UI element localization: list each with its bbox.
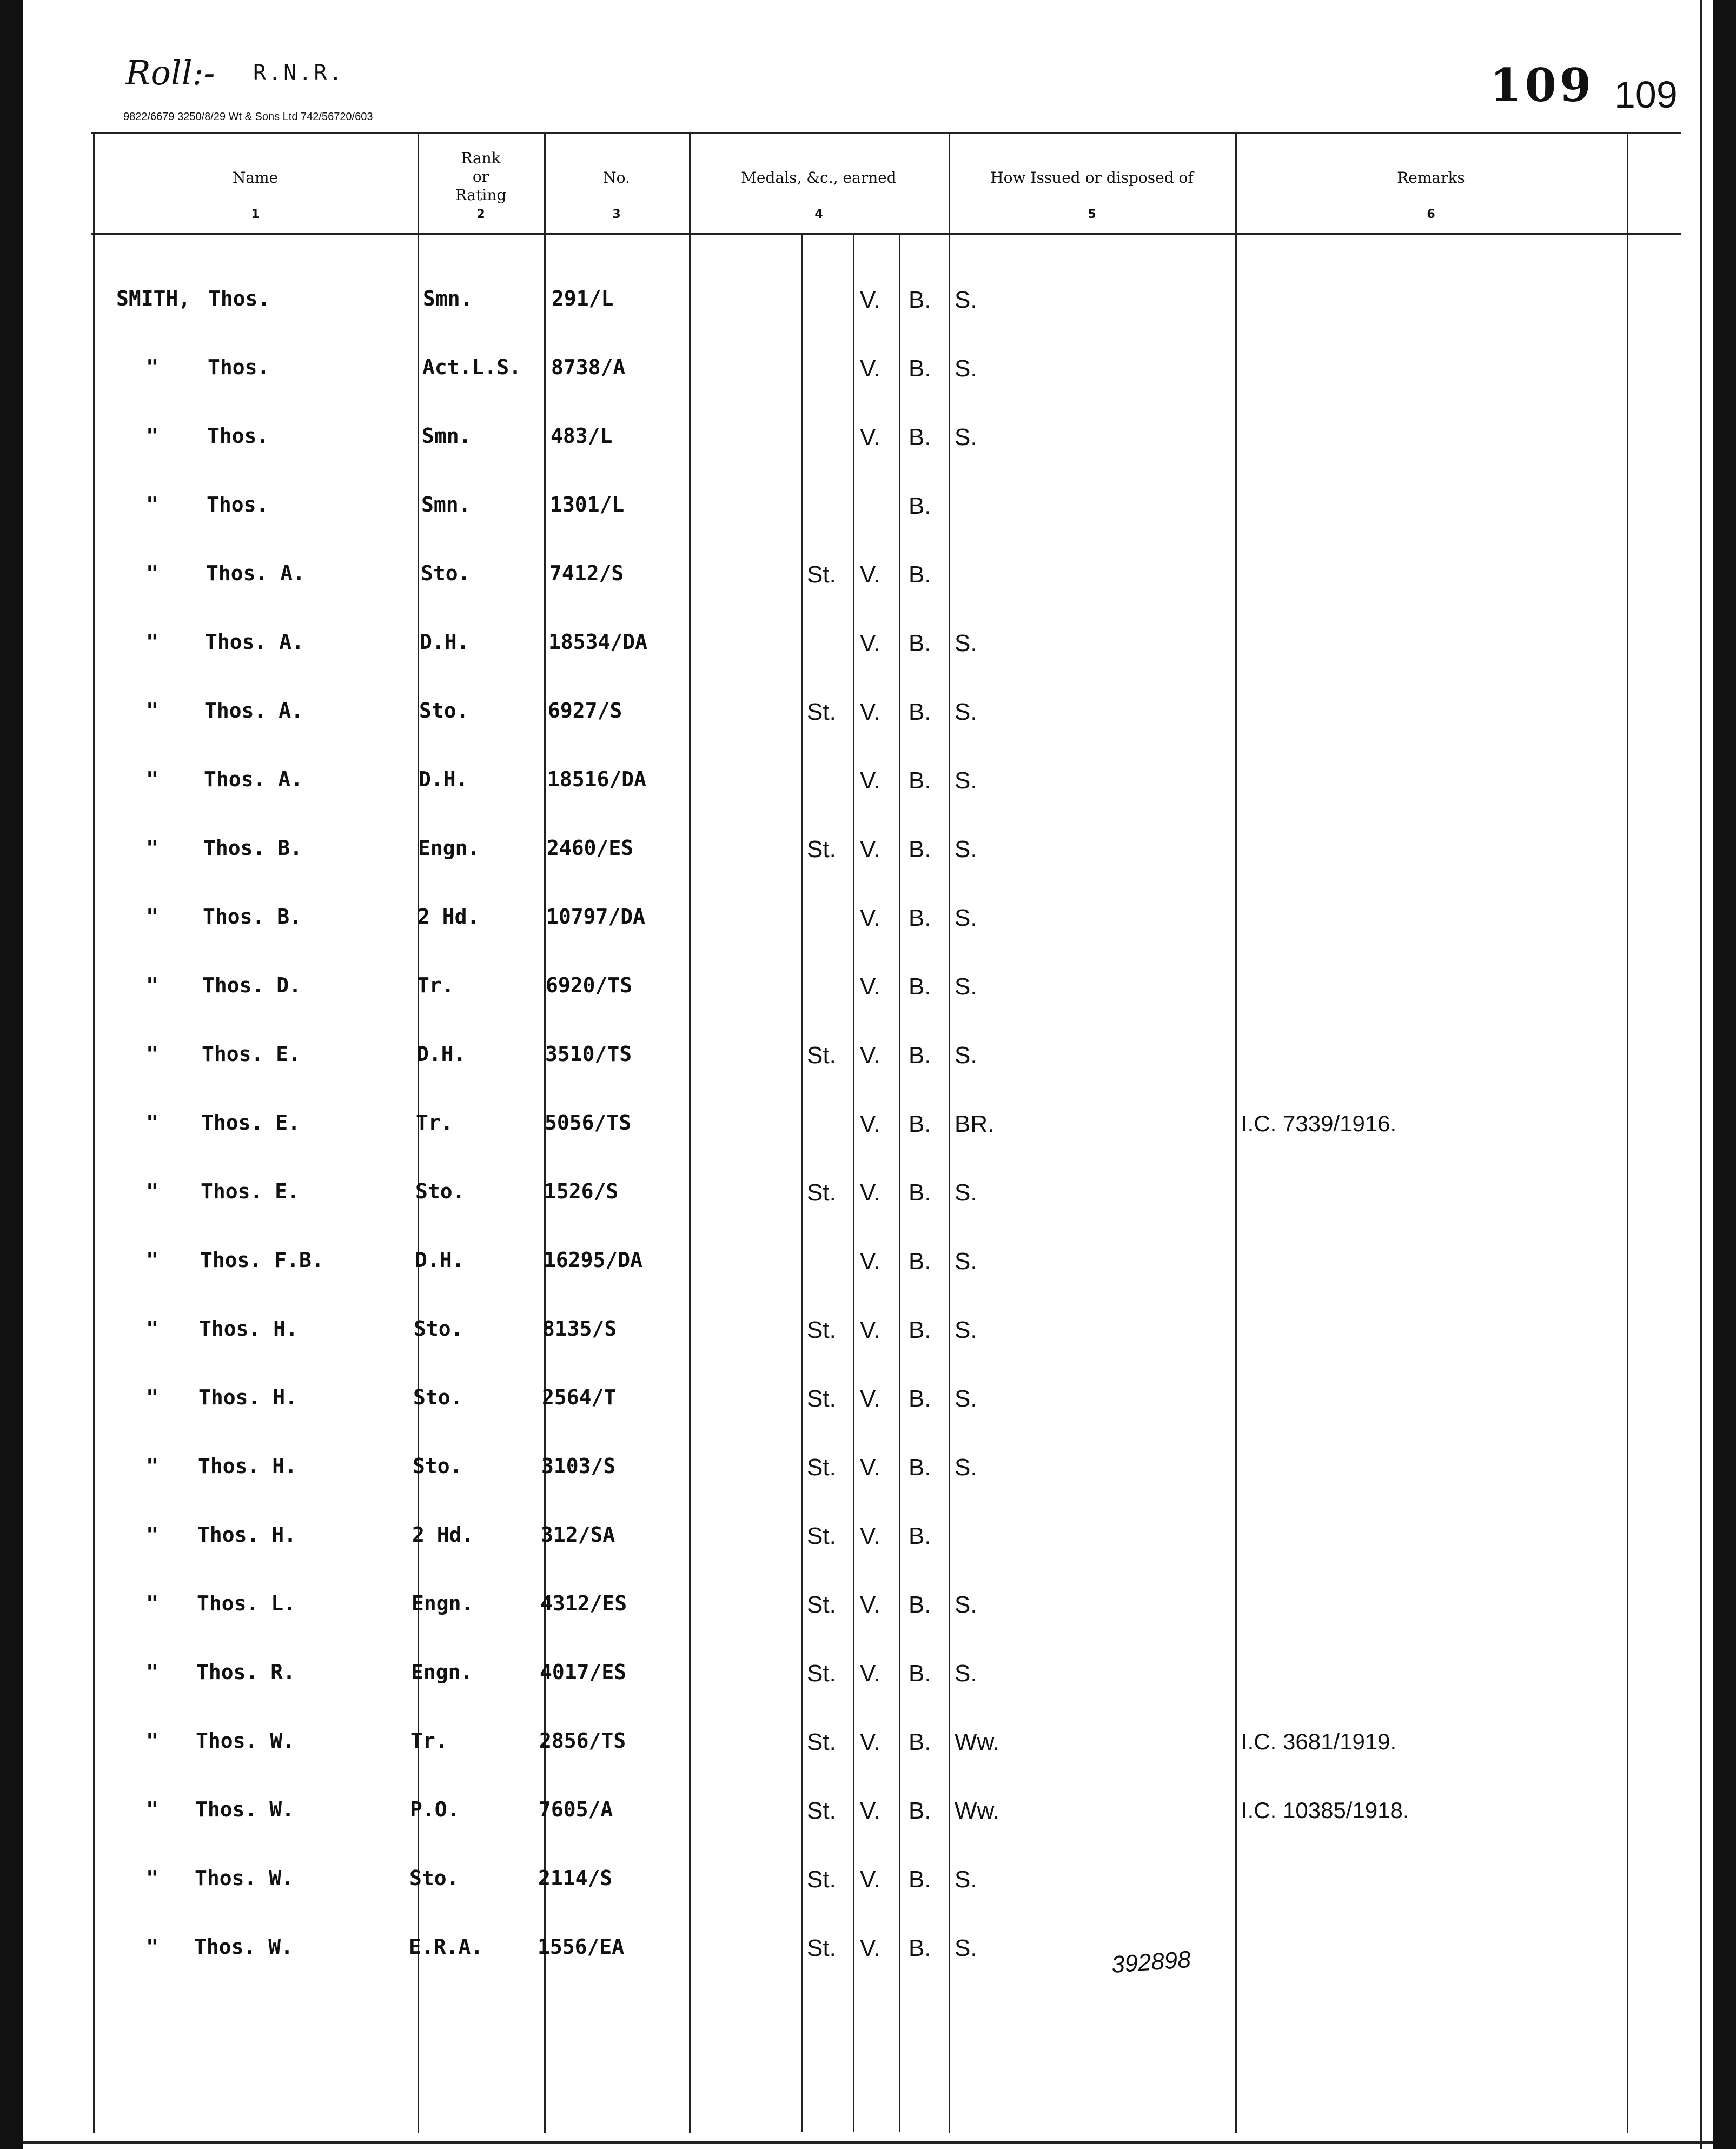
header-rank-line2: or	[472, 168, 489, 185]
entry-number: 2114/S	[538, 1866, 613, 1890]
entry-number: 16295/DA	[544, 1248, 643, 1272]
entry-surname: "	[146, 424, 158, 448]
entry-issued: S.	[955, 1317, 977, 1343]
entry-surname: "	[146, 1935, 158, 1959]
entry-medal-star: St.	[807, 699, 836, 725]
entry-medal-victory: V.	[860, 1729, 880, 1755]
entry-medal-victory: V.	[860, 905, 880, 931]
entry-issued: S.	[955, 1385, 977, 1412]
entry-rank: D.H.	[415, 1248, 465, 1272]
entry-medal-british: B.	[909, 1179, 931, 1206]
entry-medal-british: B.	[909, 1935, 931, 1961]
entry-medal-victory: V.	[860, 287, 880, 313]
entry-number: 6927/S	[548, 699, 622, 722]
header-medals: Medals, &c., earned	[741, 169, 897, 187]
entry-issued: S.	[955, 1935, 977, 1961]
roll-value: R.N.R.	[253, 61, 344, 85]
entry-number: 5056/TS	[545, 1111, 632, 1135]
entry-rank: Sto.	[409, 1866, 459, 1890]
entry-rank: Tr.	[410, 1729, 448, 1753]
entry-medal-british: B.	[909, 905, 931, 931]
entry-medal-victory: V.	[860, 1385, 880, 1412]
entry-number: 3510/TS	[545, 1042, 632, 1066]
entry-medal-star: St.	[807, 836, 836, 863]
entry-number: 18516/DA	[547, 767, 647, 791]
header-no: No.	[603, 169, 630, 187]
entry-rank: Engn.	[411, 1660, 473, 1684]
entry-forename: Thos. H.	[198, 1385, 298, 1409]
entry-medal-victory: V.	[860, 767, 880, 794]
entry-surname: SMITH,	[116, 287, 191, 310]
entry-medal-star: St.	[807, 1935, 836, 1961]
entry-medal-star: St.	[807, 1798, 836, 1824]
entry-medal-victory: V.	[860, 1591, 880, 1618]
entry-number: 1301/L	[550, 493, 625, 516]
entry-issued: S.	[955, 973, 977, 1000]
entry-rank: 2 Hd.	[412, 1523, 474, 1547]
header-num-5: 5	[1088, 208, 1096, 221]
entry-medal-british: B.	[909, 1111, 931, 1137]
entry-forename: Thos. W.	[195, 1866, 294, 1890]
entry-medal-star: St.	[807, 1866, 836, 1893]
roll-label: Roll:-	[125, 53, 215, 92]
header-name: Name	[232, 169, 279, 187]
entry-rank: Smn.	[423, 287, 473, 310]
entry-medal-british: B.	[909, 1523, 931, 1549]
entry-surname: "	[146, 561, 158, 585]
entry-issued: S.	[955, 1042, 977, 1069]
col-line-no-medals	[689, 132, 691, 2133]
entry-number: 8738/A	[551, 355, 626, 379]
header-num-4: 4	[814, 208, 823, 221]
entry-issued: S.	[955, 1660, 977, 1687]
entry-forename: Thos. R.	[196, 1660, 296, 1684]
entry-rank: D.H.	[419, 767, 468, 791]
entry-number: 8135/S	[542, 1317, 617, 1341]
page-border-bottom	[23, 2141, 1713, 2144]
entry-surname: "	[146, 1798, 158, 1821]
entry-issued: S.	[955, 1454, 977, 1481]
entry-forename: Thos.	[208, 355, 270, 379]
entry-forename: Thos. E.	[201, 1179, 300, 1203]
entry-surname: "	[146, 1385, 158, 1409]
entry-surname: "	[146, 836, 158, 860]
entry-forename: Thos. B.	[203, 836, 303, 860]
entry-issued: S.	[955, 1179, 977, 1206]
entry-surname: "	[146, 355, 158, 379]
entry-medal-british: B.	[909, 973, 931, 1000]
entry-rank: Smn.	[421, 493, 471, 516]
entry-rank: Sto.	[421, 561, 471, 585]
entry-issued: S.	[955, 1248, 977, 1275]
entry-medal-british: B.	[909, 836, 931, 863]
medal-subline-2	[853, 234, 854, 2132]
entry-forename: Thos. A.	[206, 561, 306, 585]
col-line-left	[93, 132, 95, 2133]
entry-medal-victory: V.	[860, 1042, 880, 1069]
entry-medal-british: B.	[909, 1385, 931, 1412]
entry-issued: S.	[955, 836, 977, 863]
folio-handwritten: 109	[1614, 74, 1678, 116]
entry-medal-star: St.	[807, 1660, 836, 1687]
entry-rank: Sto.	[413, 1385, 463, 1409]
entry-medal-star: St.	[807, 1317, 836, 1343]
entry-rank: D.H.	[416, 1042, 466, 1066]
entry-issued: S.	[955, 630, 977, 656]
folio-stamp: 109	[1490, 58, 1595, 112]
entry-medal-british: B.	[909, 1866, 931, 1893]
entry-surname: "	[146, 493, 158, 516]
entry-medal-victory: V.	[860, 424, 880, 450]
entry-medal-star: St.	[807, 1591, 836, 1618]
entry-forename: Thos. H.	[198, 1454, 297, 1478]
entry-number: 3103/S	[541, 1454, 616, 1478]
entry-forename: Thos.	[207, 493, 269, 516]
entry-rank: Act.L.S.	[422, 355, 522, 379]
entry-forename: Thos. W.	[195, 1798, 295, 1821]
entry-remarks: I.C. 10385/1918.	[1241, 1798, 1409, 1823]
entry-issued: S.	[955, 1591, 977, 1618]
entry-medal-british: B.	[909, 1248, 931, 1275]
entry-rank: E.R.A.	[409, 1935, 483, 1959]
entry-rank: Tr.	[417, 973, 454, 997]
entry-issued: Ww.	[955, 1729, 1000, 1755]
entry-rank: Sto.	[415, 1179, 465, 1203]
entry-medal-british: B.	[909, 1454, 931, 1481]
col-line-medals-issued	[949, 132, 950, 2133]
entry-surname: "	[146, 1523, 158, 1547]
entry-medal-british: B.	[909, 1591, 931, 1618]
entry-rank: P.O.	[410, 1798, 460, 1821]
entry-number: 18534/DA	[548, 630, 648, 654]
header-remarks: Remarks	[1397, 169, 1465, 187]
entry-medal-victory: V.	[860, 1111, 880, 1137]
entry-surname: "	[146, 767, 158, 791]
entry-medal-victory: V.	[860, 630, 880, 656]
entry-medal-victory: V.	[860, 1866, 880, 1893]
entry-issued: Ww.	[955, 1798, 1000, 1824]
entry-medal-star: St.	[807, 1523, 836, 1549]
header-rule	[91, 233, 1681, 235]
entry-medal-british: B.	[909, 1660, 931, 1687]
entry-medal-victory: V.	[860, 699, 880, 725]
entry-forename: Thos. B.	[203, 905, 302, 928]
col-line-remarks-right	[1627, 132, 1628, 2133]
entry-surname: "	[146, 699, 158, 722]
entry-surname: "	[146, 1660, 158, 1684]
entry-surname: "	[146, 630, 158, 654]
entry-medal-british: B.	[909, 561, 931, 588]
entry-forename: Thos. L.	[197, 1591, 296, 1615]
entry-forename: Thos. A.	[205, 630, 304, 654]
medal-subline-1	[801, 234, 803, 2132]
entry-issued: S.	[955, 699, 977, 725]
header-num-3: 3	[612, 208, 621, 221]
entry-medal-victory: V.	[860, 1454, 880, 1481]
handwritten-annotation: 392898	[1110, 1946, 1192, 1979]
entry-rank: Sto.	[419, 699, 469, 722]
entry-forename: Thos. E.	[202, 1042, 301, 1066]
entry-medal-british: B.	[909, 424, 931, 450]
entry-medal-victory: V.	[860, 1935, 880, 1961]
header-num-1: 1	[251, 208, 260, 221]
entry-medal-british: B.	[909, 355, 931, 382]
entry-surname: "	[146, 1317, 158, 1341]
entry-forename: Thos. E.	[201, 1111, 301, 1135]
entry-medal-victory: V.	[860, 836, 880, 863]
entry-medal-victory: V.	[860, 973, 880, 1000]
entry-surname: "	[146, 1248, 158, 1272]
entry-number: 6920/TS	[546, 973, 633, 997]
entry-issued: S.	[955, 424, 977, 450]
entry-surname: "	[146, 905, 158, 928]
entry-forename: Thos.	[207, 424, 269, 448]
entry-forename: Thos. A.	[204, 767, 303, 791]
header-rank-line3: Rating	[455, 186, 507, 204]
entry-number: 291/L	[552, 287, 614, 310]
entry-medal-star: St.	[807, 1454, 836, 1481]
entry-medal-british: B.	[909, 1042, 931, 1069]
entry-issued: S.	[955, 355, 977, 382]
entry-surname: "	[146, 1179, 158, 1203]
entry-medal-victory: V.	[860, 1317, 880, 1343]
entry-number: 483/L	[551, 424, 613, 448]
entry-surname: "	[146, 1111, 158, 1135]
entry-number: 7412/S	[549, 561, 624, 585]
entry-number: 1526/S	[544, 1179, 619, 1203]
medal-subline-3	[899, 234, 900, 2132]
entry-medal-british: B.	[909, 493, 931, 519]
entry-medal-victory: V.	[860, 561, 880, 588]
header-rank	[418, 149, 544, 204]
entry-rank: Smn.	[422, 424, 472, 448]
entry-medal-star: St.	[807, 1729, 836, 1755]
header-issued: How Issued or disposed of	[990, 169, 1194, 187]
top-rule	[91, 132, 1681, 134]
entry-medal-british: B.	[909, 767, 931, 794]
entry-medal-star: St.	[807, 1179, 836, 1206]
entry-number: 2856/TS	[539, 1729, 626, 1753]
entry-medal-star: St.	[807, 1042, 836, 1069]
entry-medal-british: B.	[909, 1317, 931, 1343]
entry-remarks: I.C. 7339/1916.	[1241, 1111, 1397, 1136]
entry-forename: Thos. H.	[197, 1523, 297, 1547]
entry-medal-british: B.	[909, 1729, 931, 1755]
entry-medal-victory: V.	[860, 355, 880, 382]
entry-forename: Thos.	[208, 287, 270, 310]
entry-medal-victory: V.	[860, 1248, 880, 1275]
entry-rank: Engn.	[412, 1591, 474, 1615]
entry-number: 10797/DA	[546, 905, 646, 928]
page-border-right	[1700, 0, 1702, 2149]
entry-surname: "	[146, 973, 158, 997]
entry-number: 7605/A	[539, 1798, 613, 1821]
entry-rank: D.H.	[420, 630, 469, 654]
header-rank-line1: Rank	[461, 149, 501, 167]
entry-forename: Thos. H.	[199, 1317, 299, 1341]
entry-number: 2460/ES	[547, 836, 634, 860]
entry-number: 312/SA	[541, 1523, 615, 1547]
entry-surname: "	[146, 1729, 158, 1753]
entry-rank: Sto.	[413, 1454, 462, 1478]
header-num-6: 6	[1427, 208, 1435, 221]
printer-imprint: 9822/6679 3250/8/29 Wt & Sons Ltd 742/56720/603	[123, 111, 373, 123]
entry-number: 4312/ES	[540, 1591, 627, 1615]
entry-forename: Thos. D.	[202, 973, 302, 997]
header-num-2: 2	[476, 208, 485, 221]
entry-forename: Thos. A.	[204, 699, 304, 722]
entry-surname: "	[146, 1042, 158, 1066]
entry-rank: Engn.	[418, 836, 480, 860]
entry-medal-british: B.	[909, 1798, 931, 1824]
entry-medal-victory: V.	[860, 1798, 880, 1824]
entry-medal-star: St.	[807, 561, 836, 588]
entry-issued: S.	[955, 287, 977, 313]
entry-rank: 2 Hd.	[418, 905, 480, 928]
entry-issued: S.	[955, 905, 977, 931]
entry-rank: Tr.	[416, 1111, 453, 1135]
entry-remarks: I.C. 3681/1919.	[1241, 1729, 1397, 1754]
entry-medal-victory: V.	[860, 1523, 880, 1549]
entry-forename: Thos. W.	[196, 1729, 295, 1753]
entry-issued: S.	[955, 1866, 977, 1893]
entry-surname: "	[146, 1454, 158, 1478]
entry-issued: BR.	[955, 1111, 995, 1137]
col-line-issued-remarks	[1235, 132, 1237, 2133]
entry-medal-star: St.	[807, 1385, 836, 1412]
scan-edge-left	[0, 0, 23, 2149]
entry-forename: Thos. W.	[194, 1935, 294, 1959]
entry-medal-victory: V.	[860, 1179, 880, 1206]
entry-number: 4017/ES	[540, 1660, 627, 1684]
entry-medal-british: B.	[909, 287, 931, 313]
scan-edge-right	[1713, 0, 1736, 2149]
entry-surname: "	[146, 1591, 158, 1615]
entry-surname: "	[146, 1866, 158, 1890]
entry-issued: S.	[955, 767, 977, 794]
entry-number: 1556/EA	[538, 1935, 625, 1959]
entry-forename: Thos. F.B.	[200, 1248, 324, 1272]
entry-medal-british: B.	[909, 630, 931, 656]
entry-medal-victory: V.	[860, 1660, 880, 1687]
entry-rank: Sto.	[414, 1317, 463, 1341]
entry-medal-british: B.	[909, 699, 931, 725]
entry-number: 2564/T	[542, 1385, 617, 1409]
